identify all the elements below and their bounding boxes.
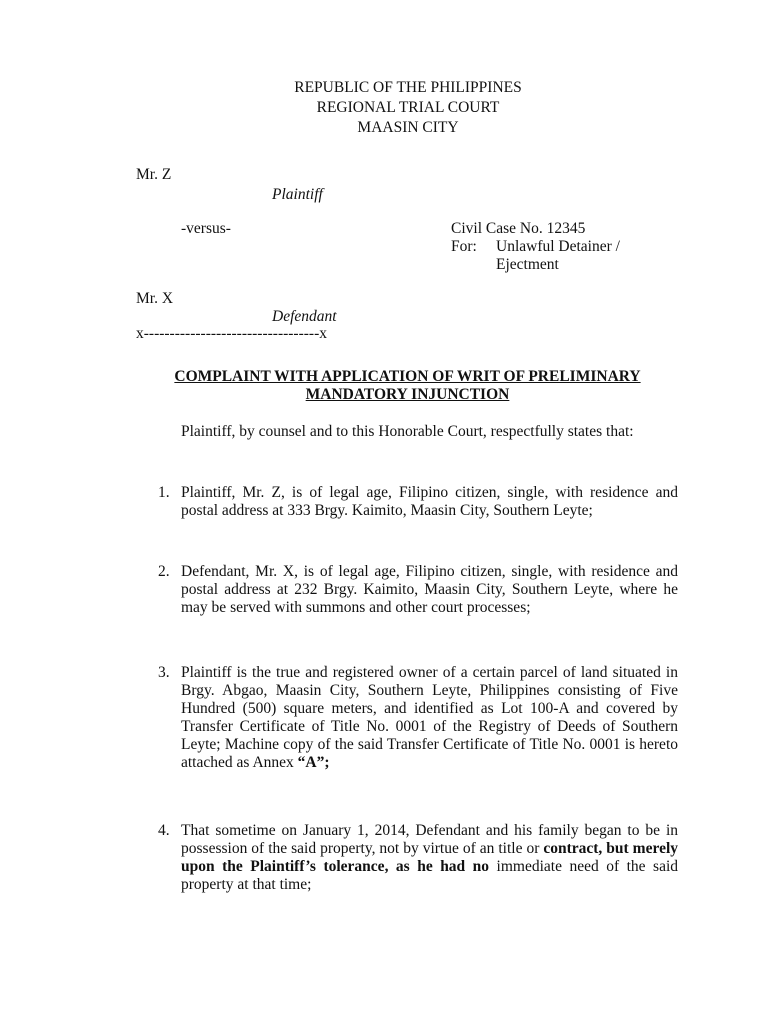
item-text: Plaintiff, Mr. Z, is of legal age, Filipino citizen, single, with residence and postal address at 333 Brgy. Kaimito, Maasin City, Southern Leyte; (181, 484, 678, 519)
case-for-line1: Unlawful Detainer / (496, 238, 620, 255)
caption-separator: x----------------------------------x (136, 325, 327, 342)
item-text-bold: contract, but merely upon the Plaintiff’s tolerance, as he had no (181, 840, 678, 875)
item-text-after: immediate need of the said property at that time; (181, 858, 679, 893)
item-number: 2. (158, 563, 170, 580)
defendant-role: Defendant (272, 308, 337, 325)
annex-label: “A”; (297, 754, 330, 771)
document-title (130, 368, 685, 404)
header-city: MAASIN CITY (357, 119, 459, 136)
item-number: 4. (158, 822, 170, 839)
header-republic: REPUBLIC OF THE PHILIPPINES (294, 79, 522, 96)
item-text-main: Plaintiff is the true and registered owner of a certain parcel of land situated in Brgy. Abgao, Maasin City, Southern Leyte, Philippines consisting of Five Hundred (500) square meters, and identified as Lot 100-A and covered by Transfer Certificate of Title No. 0001 of the Registry of Deeds of Southern Leyte; Machine copy of the said Transfer Certificate of Title No. 0001 is hereto attached as Annex (181, 664, 678, 771)
title-line2: MANDATORY INJUNCTION (305, 386, 510, 403)
item-text-before: That sometime on January 1, 2014, Defendant and his family began to be in possession of the said property, not by virtue of an title or (181, 822, 678, 857)
item-text (181, 664, 678, 772)
item-text: Defendant, Mr. X, is of legal age, Filipino citizen, single, with residence and postal address at 232 Brgy. Kaimito, Maasin City, Southern Leyte, where he may be served with summons and other court processes; (181, 563, 678, 616)
item-text (181, 822, 678, 894)
plaintiff-name: Mr. Z (136, 166, 172, 183)
title-line1: COMPLAINT WITH APPLICATION OF WRIT OF PRELIMINARY (174, 368, 641, 385)
item-number: 3. (158, 664, 170, 681)
plaintiff-role: Plaintiff (272, 186, 323, 203)
item-number: 1. (158, 484, 170, 501)
court-header (0, 78, 768, 138)
versus-label: -versus- (181, 220, 231, 237)
intro-text: Plaintiff, by counsel and to this Honorable Court, respectfully states that: (181, 423, 634, 440)
header-court: REGIONAL TRIAL COURT (316, 99, 500, 116)
case-for-line2: Ejectment (496, 256, 559, 273)
intro-paragraph (136, 423, 678, 441)
case-number: Civil Case No. 12345 (451, 220, 586, 237)
case-for-label: For: (451, 238, 477, 255)
defendant-name: Mr. X (136, 290, 174, 307)
